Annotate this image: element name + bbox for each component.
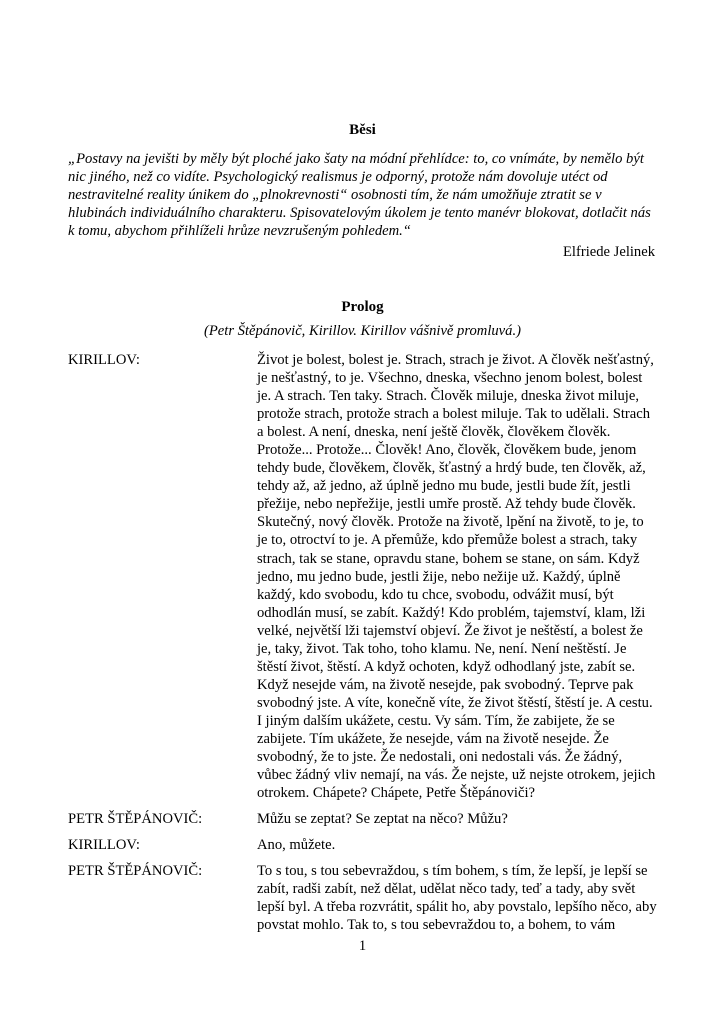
speech-text: Život je bolest, bolest je. Strach, strach je život. A člověk nešťastný, je nešťastný, to je. Všechno, dneska, všechno jenom bolest, bolest je. A strach. Ten taky. Strach. Člověk miluje, dneska život miluje, protože strach, protože strach a bolest miluje. Tak to udělali. Strach a bolest. A není, dneska, není ještě člověk, člověkem člověk. Protože... Protože... Člověk! Ano, člověk, člověkem bude, jenom tehdy bude, člověkem, člověk, šťastný a hrdý bude, ten člověk, až, tehdy až, až jedno, až úplně jedno mu bude, jestli bude žít, jestli přežije, nebo nepřežije, jestli umře prostě. Až tehdy bude člověk. Skutečný, nový člověk. Protože na životě, lpění na životě, to je, to je to, otroctví to je. A přemůže, kdo přemůže bolest a strach, taky strach, tak se stane, opravdu stane, bohem se stane, on sám. Když jedno, mu jedno bude, jestli žije, nebo nežije už. Každý, úplně každý, kdo svobodu, kdo tu chce, svobodu, odvážit musí, být odhodlán musí, se zabít. Každý! Kdo problém, tajemství, klam, lži velké, největší lži tajemství objeví. Že život je neštěstí, a bolest že je, taky, život. Tak toho, toho klamu. Ne, není. Není neštěstí. Je štěstí život, štěstí. A když ochoten, když odhodlaný jste, zabít se. Když nesejde vám, na životě nesejde, pak svobodný. Teprve pak svobodný jste. A víte, konečně víte, že život štěstí, štěstí je. A cestu. I jiným dalším ukážete, cestu. Vy sám. Tím, že zabijete, že se zabijete. Tím ukážete, že nesejde, vám na životě nesejde. Že svobodný, že to jste. Že nedostali, oni nedostali vás. Že žádný, vůbec žádný vliv nemají, na vás. Že nejste, už nejste otrokem, jejich otrokem. Chápete? Chápete, Petře Štěpánoviči? bbox=[257, 352, 656, 802]
speaker-name: PETR ŠTĚPÁNOVIČ: bbox=[68, 863, 203, 880]
page-number: 1 bbox=[358, 938, 367, 954]
speech-text: Můžu se zeptat? Se zeptat na něco? Můžu? bbox=[257, 811, 508, 828]
speech-text: Ano, můžete. bbox=[257, 837, 336, 854]
epigraph-author: Elfriede Jelinek bbox=[563, 244, 655, 260]
document-title: Běsi bbox=[349, 122, 376, 138]
dialogue-block bbox=[68, 351, 658, 942]
speaker-name: KIRILLOV: bbox=[68, 352, 140, 368]
dialogue-entry bbox=[68, 810, 658, 828]
dialogue-entry bbox=[68, 836, 658, 854]
section-title: Prolog bbox=[341, 299, 384, 315]
stage-direction: (Petr Štěpánovič, Kirillov. Kirillov vášnivě promluvá.) bbox=[204, 323, 521, 339]
speaker-name: KIRILLOV: bbox=[68, 837, 140, 854]
dialogue-entry bbox=[68, 862, 658, 934]
dialogue-entry bbox=[68, 351, 658, 802]
speech-text: To s tou, s tou sebevraždou, s tím bohem, s tím, že lepší, je lepší se zabít, radši zabít, než dělat, udělat něco tady, teď a tady, aby svět lepší byl. A třeba rozvrátit, spálit ho, aby povstalo, lepšího něco, aby povstat mohlo. Tak to, s tou sebevraždou to, a bohem, to vám bbox=[257, 863, 657, 934]
speaker-name: PETR ŠTĚPÁNOVIČ: bbox=[68, 811, 203, 828]
epigraph-quote: „Postavy na jevišti by měly být ploché jako šaty na módní přehlídce: to, co vnímáte, by nemělo být nic jiného, než co vidíte. Psychologický realismus je odporný, protože nám dovoluje utéct od nestravitelné reality únikem do „plnokrevnosti“ osobnosti tím, že nám umožňuje ztratit se v hlubinách individuálního charakteru. Spisovatelovým úkolem je tento manévr blokovat, dotlačit nás k tomu, abychom přihlíželi hrůze nevzrušeným pohledem.“ bbox=[68, 151, 651, 240]
